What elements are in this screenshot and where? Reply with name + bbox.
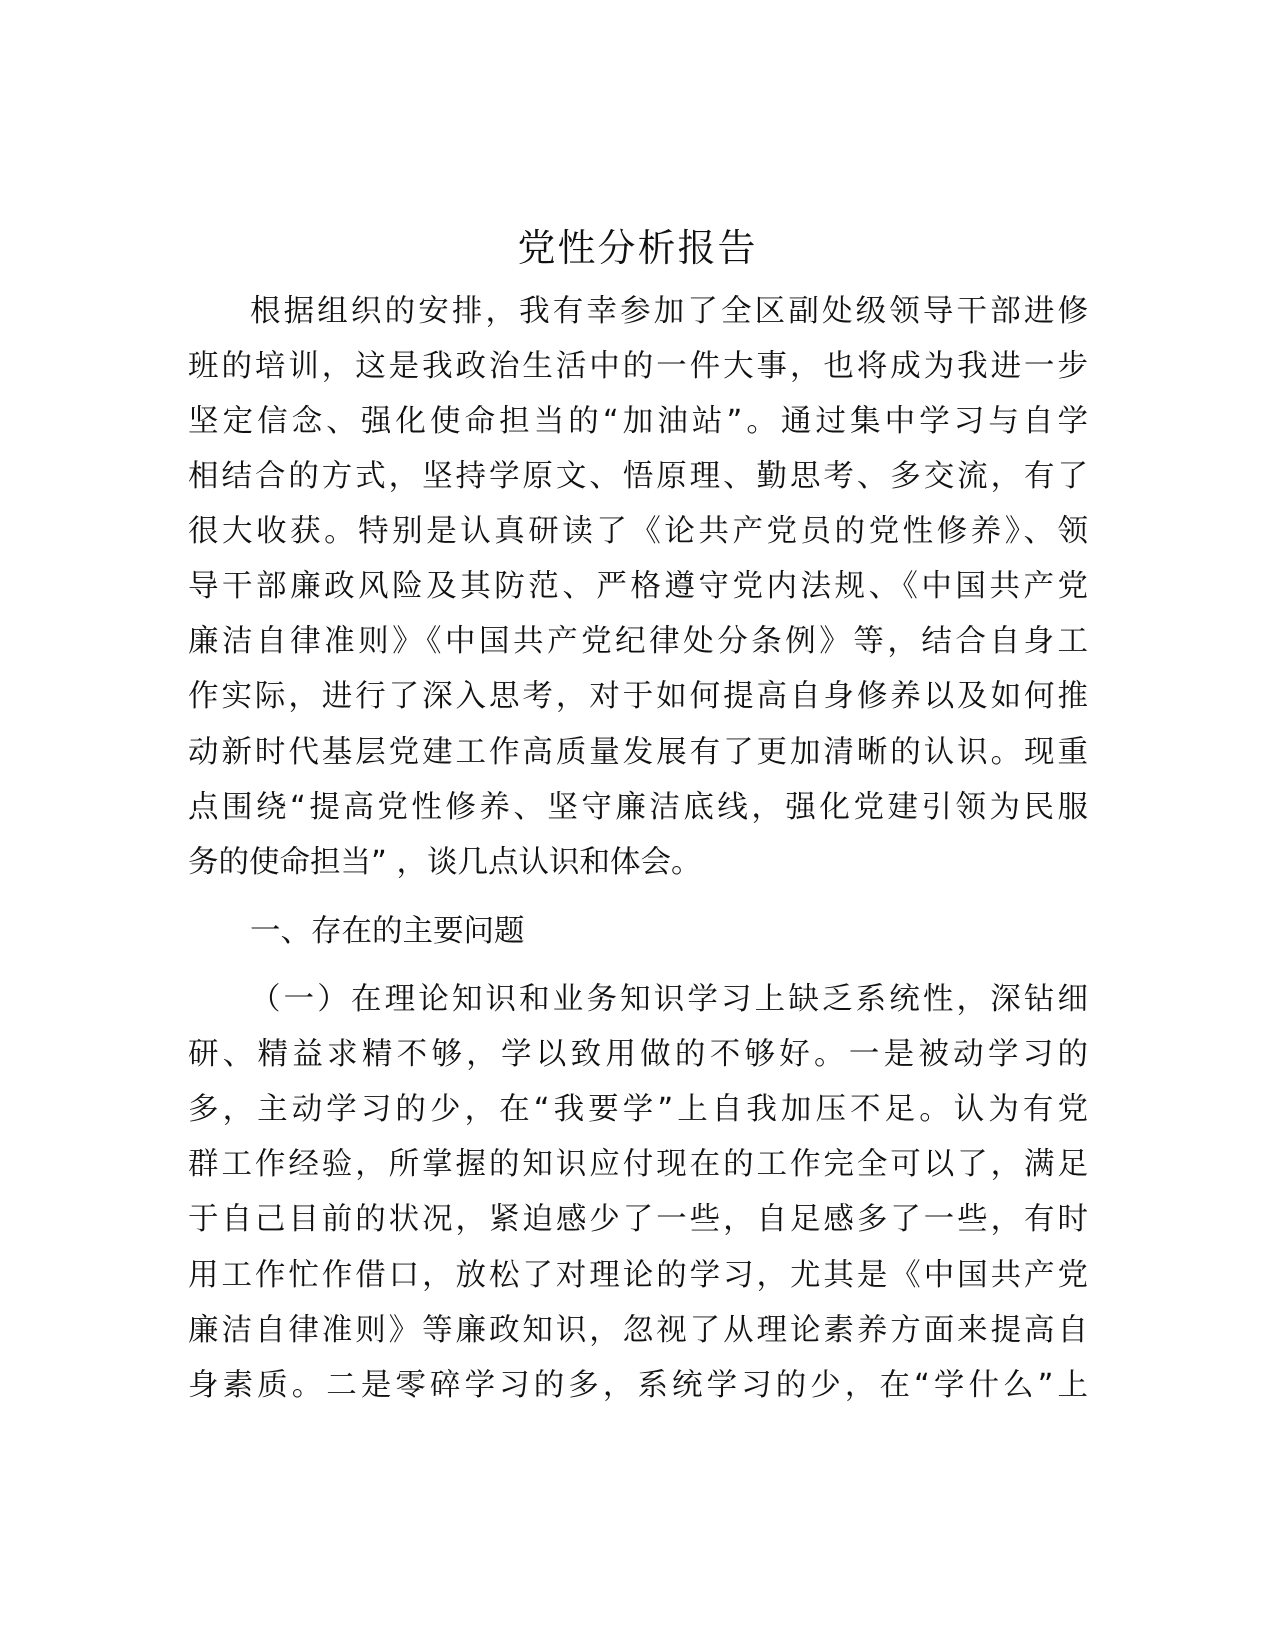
paragraph-line: （一）在理论知识和业务知识学习上缺乏系统性，深钻细 [250, 982, 1088, 1017]
paragraph-line: 于自己目前的状况，紧迫感少了一些，自足感多了一些，有时 [188, 1202, 1088, 1237]
section-heading: 一、存在的主要问题 [250, 914, 525, 949]
paragraph-line: 动新时代基层党建工作高质量发展有了更加清晰的认识。现重 [188, 735, 1088, 770]
paragraph-line: 廉洁自律准则》《中国共产党纪律处分条例》等，结合自身工 [188, 624, 1088, 659]
paragraph-line: 坚定信念、强化使命担当的“加油站”。通过集中学习与自学 [188, 404, 1088, 439]
paragraph-line: 多，主动学习的少，在“我要学”上自我加压不足。认为有党 [188, 1092, 1088, 1127]
paragraph-line: 用工作忙作借口，放松了对理论的学习，尤其是《中国共产党 [188, 1258, 1088, 1293]
paragraph-line: 群工作经验，所掌握的知识应付现在的工作完全可以了，满足 [188, 1147, 1088, 1182]
paragraph-line: 点围绕“提高党性修养、坚守廉洁底线，强化党建引领为民服 [188, 790, 1088, 825]
paragraph-line: 作实际，进行了深入思考，对于如何提高自身修养以及如何推 [188, 679, 1088, 714]
paragraph-line: 廉洁自律准则》等廉政知识，忽视了从理论素养方面来提高自 [188, 1313, 1088, 1348]
paragraph-line: 根据组织的安排，我有幸参加了全区副处级领导干部进修 [250, 294, 1088, 329]
paragraph-line: 班的培训，这是我政治生活中的一件大事，也将成为我进一步 [188, 349, 1088, 384]
paragraph-line: 身素质。二是零碎学习的多，系统学习的少，在“学什么”上 [188, 1368, 1088, 1403]
paragraph-line: 研、精益求精不够，学以致用做的不够好。一是被动学习的 [188, 1037, 1088, 1072]
paragraph-line: 导干部廉政风险及其防范、严格遵守党内法规、《中国共产党 [188, 569, 1088, 604]
paragraph-line: 很大收获。特别是认真研读了《论共产党员的党性修养》、领 [188, 514, 1088, 549]
document-title: 党性分析报告 [517, 226, 758, 270]
paragraph-line: 相结合的方式，坚持学原文、悟原理、勤思考、多交流，有了 [188, 459, 1088, 494]
paragraph-line: 务的使命担当” ，谈几点认识和体会。 [188, 845, 702, 880]
